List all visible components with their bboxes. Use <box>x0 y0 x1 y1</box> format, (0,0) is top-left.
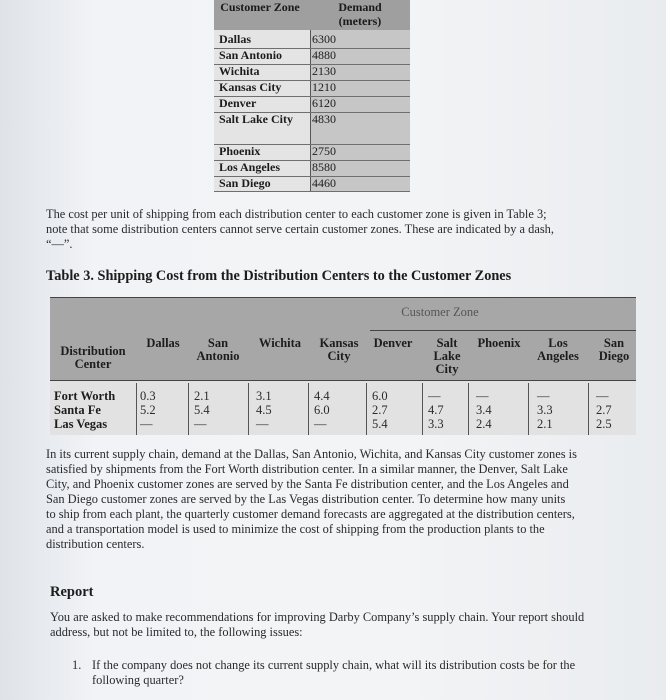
cost-cell: 6.0 <box>372 389 388 403</box>
cost-cell: — <box>596 389 609 403</box>
supply-chain-paragraph-text: In its current supply chain, demand at the Dallas, San Antonio, Wichita, and Kansas City customer zones is satisfied by shipments from the Fort Worth distribution center. In a similar manner, the Denver, Salt Lake City, and Phoenix customer zones are served by the Santa Fe distribution center, and the Los Angeles and San Diego customer zones are served by the Las Vegas distribution center. To determine how many units to ship from each plant, the quarterly customer demand forecasts are aggregated at the distribution centers, and a transportation model is used to minimize the cost of shipping from the production plants to the distribution centers. <box>46 447 577 551</box>
cost-cell: 2.4 <box>476 417 492 431</box>
column-header: Los Angeles <box>537 336 579 363</box>
cost-cell: — <box>428 389 441 403</box>
column-divider <box>188 383 189 435</box>
cost-cell: — <box>256 417 269 431</box>
demand-row <box>214 64 410 80</box>
demand-row <box>214 112 410 144</box>
cost-cell: 3.3 <box>428 417 444 431</box>
group-header-rule <box>370 330 636 331</box>
demand-zone-cell: Denver <box>219 96 257 110</box>
demand-zone-cell: Salt Lake City <box>219 112 294 126</box>
cost-cell: — <box>537 389 550 403</box>
cost-cell: 6.0 <box>314 403 330 417</box>
cost-cell: 5.4 <box>372 417 388 431</box>
cost-cell: 2.1 <box>194 389 210 403</box>
demand-row <box>214 80 410 96</box>
demand-value-cell: 4880 <box>312 48 336 62</box>
cost-cell: 2.7 <box>596 403 612 417</box>
cost-cell: 3.4 <box>476 403 492 417</box>
demand-value-cell: 1210 <box>312 80 336 94</box>
demand-zone-cell: Phoenix <box>219 144 261 158</box>
demand-zone-cell: San Diego <box>219 176 271 190</box>
demand-value-cell: 8580 <box>312 160 336 174</box>
column-header: San Diego <box>598 336 630 363</box>
cost-cell: 3.1 <box>256 389 272 403</box>
cost-cell: — <box>476 389 489 403</box>
header-customer-zone: Customer Zone <box>220 0 300 14</box>
cost-cell: 4.5 <box>256 403 272 417</box>
question-number: 1. <box>72 658 82 672</box>
table3-title: Table 3. Shipping Cost from the Distribution Centers to the Customer Zones <box>46 268 512 284</box>
cost-cell: 0.3 <box>140 389 156 403</box>
demand-zone-cell: Kansas City <box>219 80 282 94</box>
demand-value-cell: 2130 <box>312 64 336 78</box>
demand-table <box>214 0 410 191</box>
distribution-center-label: Las Vegas <box>54 417 108 431</box>
cost-cell: 3.3 <box>537 403 553 417</box>
demand-zone-cell: Dallas <box>219 32 252 46</box>
distribution-center-header: Distribution Center <box>60 344 126 371</box>
report-heading: Report <box>50 584 94 600</box>
column-header: Kansas City <box>319 336 359 363</box>
cost-cell: — <box>140 417 153 431</box>
cost-cell: 2.1 <box>537 417 553 431</box>
cost-cell: 5.2 <box>140 403 156 417</box>
header-body-rule <box>50 380 636 381</box>
demand-row <box>214 160 410 176</box>
report-intro: You are asked to make recommendations for improving Darby Company’s supply chain. Your report should address, but not be limited to, the following issues: <box>50 610 585 639</box>
demand-row <box>214 48 410 64</box>
cost-cell: 4.4 <box>314 389 330 403</box>
question-text: If the company does not change its current supply chain, what will its distribution costs be for the following quarter? <box>92 658 576 687</box>
column-divider <box>468 383 469 435</box>
demand-value-cell: 4830 <box>312 112 336 126</box>
table3-top-rule <box>50 297 636 298</box>
column-header: Dallas <box>146 336 180 350</box>
column-divider <box>366 383 367 435</box>
distribution-center-label: Fort Worth <box>54 389 116 403</box>
column-header: Phoenix <box>477 336 521 350</box>
cost-cell: 2.5 <box>596 417 612 431</box>
demand-row <box>214 32 410 48</box>
column-divider <box>136 383 137 435</box>
row-divider <box>214 191 410 192</box>
cost-cell: 5.4 <box>194 403 210 417</box>
demand-value-cell: 6300 <box>312 32 336 46</box>
header-demand: Demand (meters) <box>338 0 382 28</box>
column-divider <box>248 383 249 435</box>
distribution-center-label: Santa Fe <box>54 403 101 417</box>
shipping-cost-table <box>50 297 636 437</box>
supply-chain-paragraph <box>46 447 578 552</box>
demand-zone-cell: San Antonio <box>219 48 283 62</box>
demand-value-cell: 4460 <box>312 176 336 190</box>
demand-row <box>214 144 410 160</box>
column-header: Salt Lake City <box>433 336 461 376</box>
demand-zone-cell: Los Angeles <box>219 160 281 174</box>
demand-value-cell: 2750 <box>312 144 336 158</box>
column-header: Wichita <box>258 336 302 350</box>
demand-row <box>214 176 410 191</box>
cost-paragraph-text: The cost per unit of shipping from each distribution center to each customer zone is given in Table 3; note that some distribution centers cannot serve certain customer zones. These are indicated by a dash, “—”. <box>46 207 554 251</box>
column-divider <box>528 383 529 435</box>
cost-cell: 4.7 <box>428 403 444 417</box>
cost-cell: 2.7 <box>372 403 388 417</box>
column-header: Denver <box>373 336 413 350</box>
column-divider <box>308 383 309 435</box>
cost-paragraph <box>46 207 566 252</box>
demand-zone-cell: Wichita <box>219 64 260 78</box>
column-header: San Antonio <box>196 336 240 363</box>
cost-cell: — <box>314 417 327 431</box>
demand-value-cell: 6120 <box>312 96 336 110</box>
column-divider <box>422 383 423 435</box>
cost-cell: — <box>194 417 207 431</box>
column-divider <box>588 383 589 435</box>
customer-zone-group-header: Customer Zone <box>401 305 479 319</box>
demand-row <box>214 96 410 112</box>
